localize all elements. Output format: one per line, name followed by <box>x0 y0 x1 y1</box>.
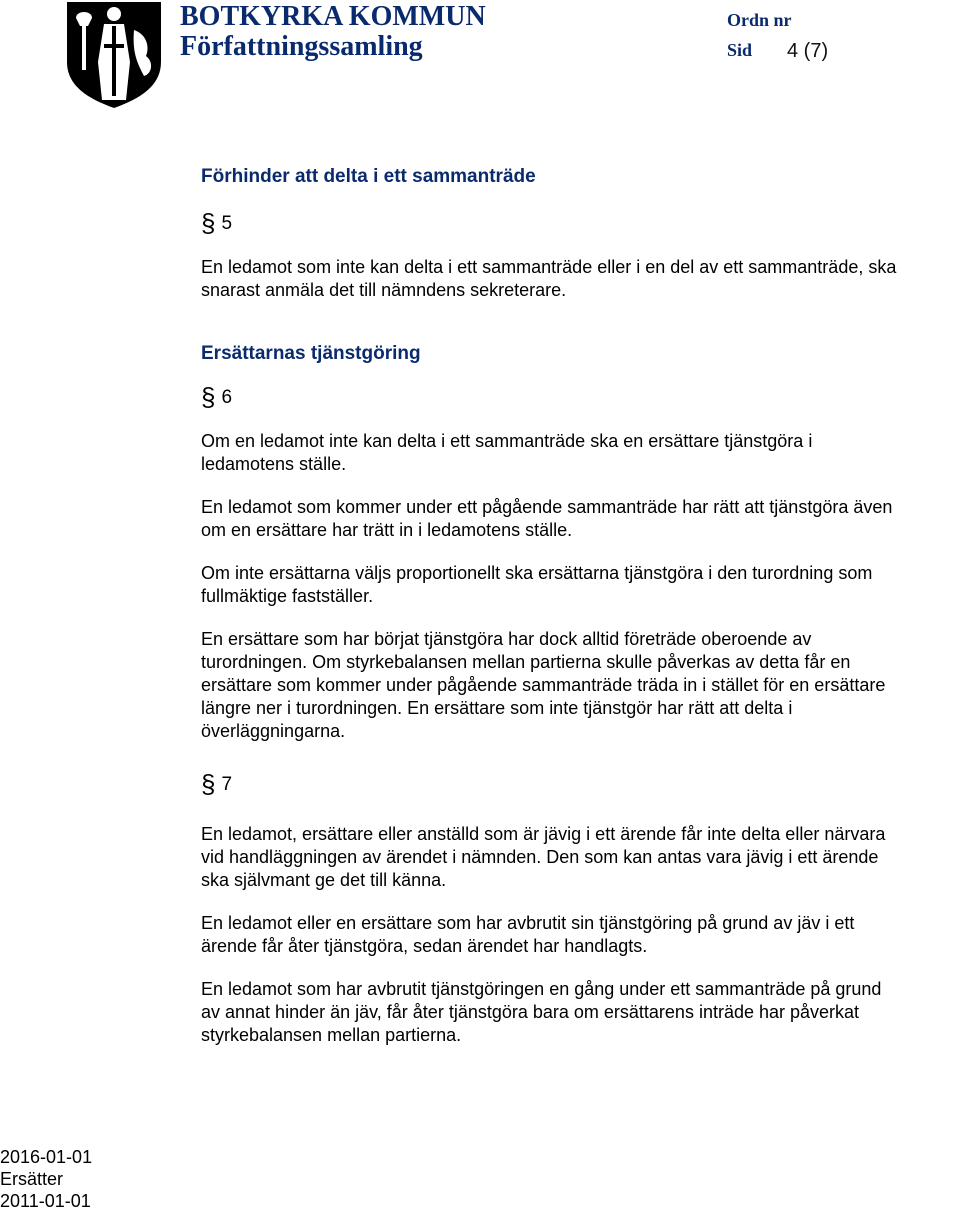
organization-name <box>180 2 486 62</box>
document-footer <box>0 1146 92 1212</box>
paragraph: Om inte ersättarna väljs proportionellt ska ersättarna tjänstgöra i den turordning som fullmäktige fastställer. <box>201 563 873 606</box>
paragraph: En ledamot som kommer under ett pågående sammanträde har rätt att tjänstgöra även om en ersättare har trätt in i ledamotens ställe. <box>201 497 893 540</box>
page-number: 4 (7) <box>787 40 829 62</box>
section-number <box>201 769 901 799</box>
paragraph-sign: § <box>201 382 216 412</box>
paragraph-sign: § <box>201 208 216 238</box>
section-number-value: 5 <box>221 213 233 234</box>
document-body <box>201 160 901 1047</box>
municipality-coat-of-arms <box>64 0 164 110</box>
organization-line1: BOTKYRKA KOMMUN <box>180 1 486 32</box>
ordn-nr-label: Ordn nr <box>727 10 792 30</box>
sid-label: Sid <box>727 40 753 60</box>
section-number-value: 7 <box>221 774 233 795</box>
effective-date: 2016-01-01 <box>0 1147 93 1167</box>
paragraph-sign: § <box>201 769 216 799</box>
replaces-label: Ersätter <box>0 1169 64 1189</box>
paragraph: Om en ledamot inte kan delta i ett sammanträde ska en ersättare tjänstgöra i ledamotens ställe. <box>201 431 813 474</box>
replaced-date: 2011-01-01 <box>0 1191 91 1211</box>
paragraph: En ersättare som har börjat tjänstgöra har dock alltid företräde oberoende av turordningen. Om styrkebalansen mellan partierna skulle påverkas av detta får en ersättare som kommer under pågående sammanträde träda in i stället för en ersättare längre ner i turordningen. En ersättare som inte tjänstgör har rätt att delta i överläggningarna. <box>201 629 886 741</box>
paragraph: En ledamot som har avbrutit tjänstgöringen en gång under ett sammanträde på grund av annat hinder än jäv, får åter tjänstgöra bara om ersättarens inträde har påverkat styrkebalansen mellan partierna. <box>201 979 882 1045</box>
section-heading: Förhinder att delta i ett sammanträde <box>201 166 536 187</box>
section-heading: Ersättarnas tjänstgöring <box>201 343 421 364</box>
paragraph: En ledamot eller en ersättare som har avbrutit sin tjänstgöring på grund av jäv i ett ärende får åter tjänstgöra, sedan ärendet har handlagts. <box>201 913 855 956</box>
paragraph: En ledamot, ersättare eller anställd som är jävig i ett ärende får inte delta eller närvara vid handläggningen av ärendet i nämnden. Den som kan antas vara jävig i ett ärende ska självmant ge det till känna. <box>201 824 886 890</box>
paragraph: En ledamot som inte kan delta i ett sammanträde eller i en del av ett sammanträde, ska snarast anmäla det till nämndens sekreterare. <box>201 257 897 300</box>
section-number <box>201 208 901 238</box>
organization-line2: Författningssamling <box>180 31 423 62</box>
section-number-value: 6 <box>221 387 233 408</box>
section-number <box>201 382 901 412</box>
